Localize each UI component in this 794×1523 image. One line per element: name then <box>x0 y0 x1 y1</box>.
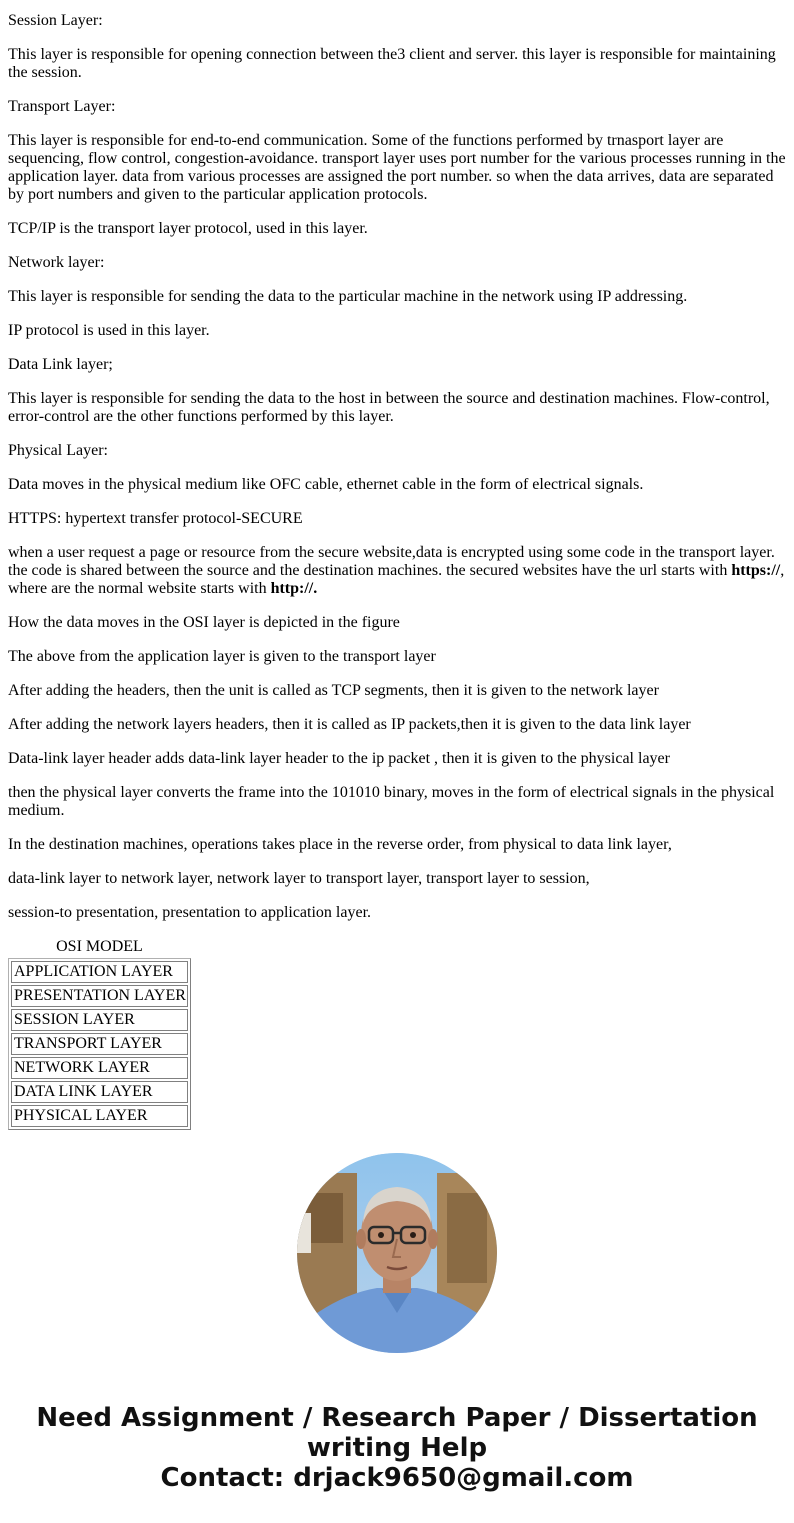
paragraph-network-layer: This layer is responsible for sending the data to the particular machine in the network using IP addressing. <box>8 288 688 305</box>
table-row <box>11 985 188 1007</box>
cta-line-2: writing Help <box>306 1433 488 1463</box>
osi-model-table <box>8 938 191 1130</box>
heading-session-layer: Session Layer: <box>8 12 103 29</box>
table-row <box>11 1081 188 1103</box>
paragraph-data-link-layer: This layer is responsible for sending the data to the host in between the source and destination machines. Flow-control, error-control are the other functions performed by this layer. <box>8 390 770 425</box>
heading-network-layer: Network layer: <box>8 254 105 271</box>
osi-model-figure <box>8 938 191 1130</box>
osi-layer-cell: APPLICATION LAYER <box>11 961 188 983</box>
osi-layer-cell: TRANSPORT LAYER <box>11 1033 188 1055</box>
table-row <box>11 1009 188 1031</box>
paragraph-step-2: After adding the headers, then the unit is called as TCP segments, then it is given to the network layer <box>8 682 659 699</box>
paragraph-reverse-3: session-to presentation, presentation to application layer. <box>8 904 372 921</box>
osi-layer-cell: DATA LINK LAYER <box>11 1081 188 1103</box>
paragraph-step-5: then the physical layer converts the frame into the 101010 binary, moves in the form of electrical signals in the physical medium. <box>8 784 775 819</box>
paragraph-session-layer: This layer is responsible for opening connection between the3 client and server. this layer is responsible for maintaining the session. <box>8 46 776 81</box>
paragraph-step-3: After adding the network layers headers, then it is called as IP packets,then it is given to the data link layer <box>8 716 691 733</box>
https-prefix: https:// <box>731 562 781 579</box>
paragraph-tcp-ip: TCP/IP is the transport layer protocol, used in this layer. <box>8 220 368 237</box>
contact-banner <box>0 1403 794 1493</box>
heading-physical-layer: Physical Layer: <box>8 442 108 459</box>
heading-transport-layer: Transport Layer: <box>8 98 116 115</box>
paragraph-step-1: The above from the application layer is given to the transport layer <box>8 648 436 665</box>
paragraph-physical-layer: Data moves in the physical medium like OFC cable, ethernet cable in the form of electrical signals. <box>8 476 644 493</box>
osi-layer-cell: SESSION LAYER <box>11 1009 188 1031</box>
paragraph-https <box>8 544 788 598</box>
paragraph-figure-intro: How the data moves in the OSI layer is depicted in the figure <box>8 614 400 631</box>
heading-data-link-layer: Data Link layer; <box>8 356 113 373</box>
author-portrait-illustration <box>297 1153 497 1353</box>
cta-line-1: Need Assignment / Research Paper / Dissertation <box>36 1403 758 1433</box>
https-text-c: , where are the normal website starts with <box>8 562 785 597</box>
paragraph-ip-protocol: IP protocol is used in this layer. <box>8 322 210 339</box>
paragraph-reverse-2: data-link layer to network layer, network layer to transport layer, transport layer to session, <box>8 870 590 887</box>
osi-model-caption: OSI MODEL <box>56 938 143 955</box>
author-avatar <box>297 1153 497 1353</box>
osi-layer-cell: PRESENTATION LAYER <box>11 985 188 1007</box>
table-row <box>11 961 188 983</box>
table-row <box>11 1033 188 1055</box>
cta-contact-email: Contact: drjack9650@gmail.com <box>160 1463 634 1493</box>
table-row <box>11 1105 188 1127</box>
osi-layer-cell: NETWORK LAYER <box>11 1057 188 1079</box>
heading-https: HTTPS: hypertext transfer protocol-SECURE <box>8 510 303 527</box>
https-text-a: when a user request a page or resource from the secure website,data is encrypted using some code in the transport layer. the code is shared between the source and the destination machines. the secured websites have the url starts with <box>8 544 775 579</box>
http-prefix: http://. <box>270 580 318 597</box>
table-row <box>11 1057 188 1079</box>
article-body <box>8 12 788 938</box>
paragraph-step-4: Data-link layer header adds data-link layer header to the ip packet , then it is given to the physical layer <box>8 750 670 767</box>
paragraph-reverse-1: In the destination machines, operations takes place in the reverse order, from physical to data link layer, <box>8 836 672 853</box>
paragraph-transport-layer: This layer is responsible for end-to-end communication. Some of the functions performed by trnasport layer are sequencing, flow control, congestion-avoidance. transport layer uses port number for the various processes running in the application layer. data from various processes are assigned the port number. so when the data arrives, data are separated by port numbers and given to the particular application protocols. <box>8 132 786 203</box>
osi-layer-cell: PHYSICAL LAYER <box>11 1105 188 1127</box>
